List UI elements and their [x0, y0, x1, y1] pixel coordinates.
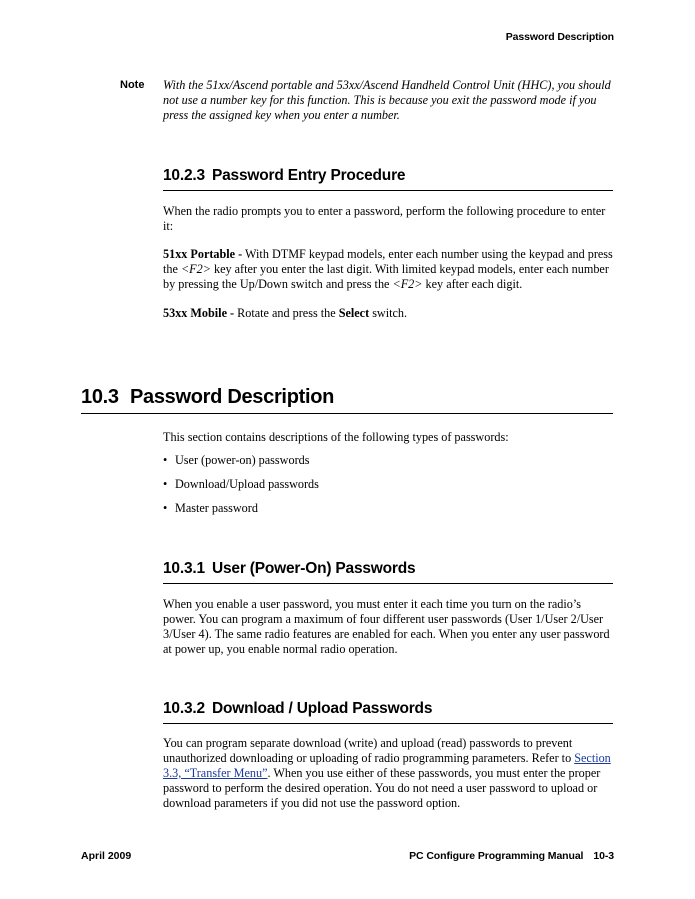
- section-title: Password Entry Procedure: [212, 167, 406, 184]
- paragraph-download-upload: [163, 736, 615, 811]
- download-text-2: . When you use either of these passwords, you must enter the proper password to perform the desired operation. You do not need a user password to upload or download parameters if you did not use the password option.: [163, 766, 601, 810]
- transfer-menu-link[interactable]: Section 3.3, “Transfer Menu”: [163, 751, 611, 780]
- portable-text-3: key after each digit.: [422, 277, 523, 291]
- f2-key-2: <F2>: [392, 277, 423, 291]
- section-number: 10.3: [81, 386, 119, 408]
- portable-text-1: With DTMF keypad models, enter each number using the keypad and press the: [163, 247, 613, 276]
- mobile-text-2: switch.: [369, 306, 408, 320]
- list-item-text: User (power-on) passwords: [175, 453, 310, 467]
- section-number: 10.3.1: [163, 560, 205, 577]
- footer-manual-title: PC Configure Programming Manual: [409, 850, 584, 862]
- paragraph-user-passwords: When you enable a user password, you must enter it each time you turn on the radio’s power. You can program a maximum of four different user passwords (User 1/User 2/User 3/User 4). The same radio features are enabled for each. When you enter any user password at power up, you enable normal radio operation.: [163, 597, 610, 656]
- section-title: User (Power-On) Passwords: [212, 560, 416, 577]
- portable-label: 51xx Portable -: [163, 247, 243, 261]
- list-item-text: Master password: [175, 501, 258, 515]
- paragraph-portable: [163, 247, 615, 292]
- paragraph-mobile: [163, 306, 615, 321]
- heading-10-3: [81, 386, 613, 414]
- paragraph-types-intro: This section contains descriptions of the following types of passwords:: [163, 430, 509, 444]
- section-number: 10.2.3: [163, 167, 205, 184]
- mobile-label: 53xx Mobile -: [163, 306, 235, 320]
- portable-text-2: key after you enter the last digit. With limited keypad models, enter each number by pressing the Up/Down switch and press the: [163, 262, 609, 291]
- footer-date: April 2009: [81, 850, 132, 862]
- list-item: • Master password: [163, 501, 258, 515]
- download-text-1: You can program separate download (write) and upload (read) passwords to prevent unauthorized downloading or uploading of radio programming parameters. Refer to: [163, 736, 575, 765]
- section-number: 10.3.2: [163, 700, 205, 717]
- note-text: With the 51xx/Ascend portable and 53xx/Ascend Handheld Control Unit (HHC), you should not use a number key for this function. This is because you exit the password mode if you press the assigned key when you enter a number.: [163, 78, 611, 122]
- section-title: Download / Upload Passwords: [212, 700, 433, 717]
- running-header: Password Description: [505, 31, 614, 43]
- f2-key-1: <F2>: [180, 262, 211, 276]
- footer-manual: [409, 850, 614, 862]
- page-number: 10-3: [593, 850, 614, 862]
- paragraph-intro: When the radio prompts you to enter a password, perform the following procedure to enter it:: [163, 204, 606, 233]
- mobile-text-1: Rotate and press the: [234, 306, 339, 320]
- list-item: • Download/Upload passwords: [163, 477, 319, 491]
- select-switch-label: Select: [338, 306, 370, 320]
- section-title: Password Description: [130, 386, 335, 408]
- note-label: Note: [120, 79, 145, 91]
- heading-10-3-2: [163, 700, 613, 724]
- list-item-text: Download/Upload passwords: [175, 477, 319, 491]
- heading-10-2-3: [163, 167, 613, 191]
- heading-10-3-1: [163, 560, 613, 584]
- list-item: • User (power-on) passwords: [163, 453, 310, 467]
